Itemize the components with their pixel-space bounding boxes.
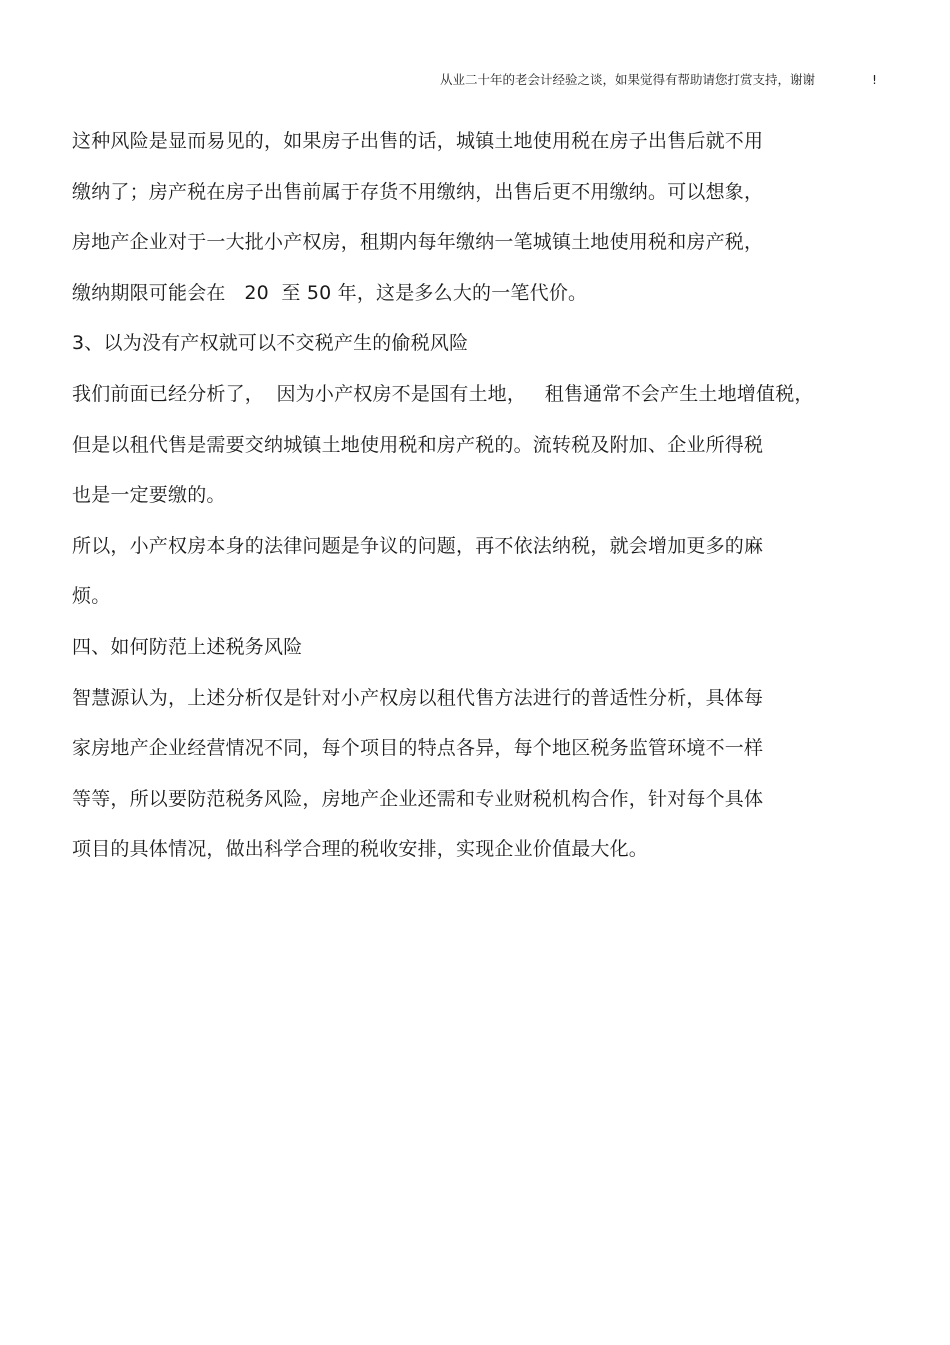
text-line: 房地产企业对于一大批小产权房，租期内每年缴纳一笔城镇土地使用税和房产税，: [72, 231, 764, 254]
text-line: 也是一定要缴的。: [72, 484, 226, 507]
text-line: 智慧源认为，上述分析仅是针对小产权房以租代售方法进行的普适性分析，具体每: [72, 686, 764, 709]
text-line: 烦。: [72, 585, 111, 608]
text-line: 我们前面已经分析了， 因为小产权房不是国有土地， 租售通常不会产生土地增值税，: [72, 382, 814, 405]
text-line: 等等，所以要防范税务风险，房地产企业还需和专业财税机构合作，针对每个具体: [72, 787, 764, 810]
header-exclamation: !: [872, 72, 878, 87]
header-text: 从业二十年的老会计经验之谈，如果觉得有帮助请您打赏支持，谢谢: [440, 72, 816, 87]
text-line: 这种风险是显而易见的，如果房子出售的话，城镇土地使用税在房子出售后就不用: [72, 130, 764, 152]
page-header: [440, 70, 880, 90]
text-line: 所以，小产权房本身的法律问题是争议的问题，再不依法纳税，就会增加更多的麻: [72, 534, 764, 557]
text-line: 家房地产企业经营情况不同，每个项目的特点各异，每个地区税务监管环境不一样: [72, 737, 764, 760]
section-heading-3: 3、以为没有产权就可以不交税产生的偷税风险: [72, 332, 469, 355]
body-text: [72, 116, 872, 875]
text-line: 缴纳期限可能会在 20 至 50 年，这是多么大的一笔代价。: [72, 281, 588, 304]
section-heading-4: 四、如何防范上述税务风险: [72, 635, 303, 658]
text-line: 项目的具体情况，做出科学合理的税收安排，实现企业价值最大化。: [72, 838, 649, 861]
text-line: 缴纳了；房产税在房子出售前属于存货不用缴纳，出售后更不用缴纳。可以想象，: [72, 180, 764, 203]
text-line: 但是以租代售是需要交纳城镇土地使用税和房产税的。流转税及附加、企业所得税: [72, 433, 764, 456]
